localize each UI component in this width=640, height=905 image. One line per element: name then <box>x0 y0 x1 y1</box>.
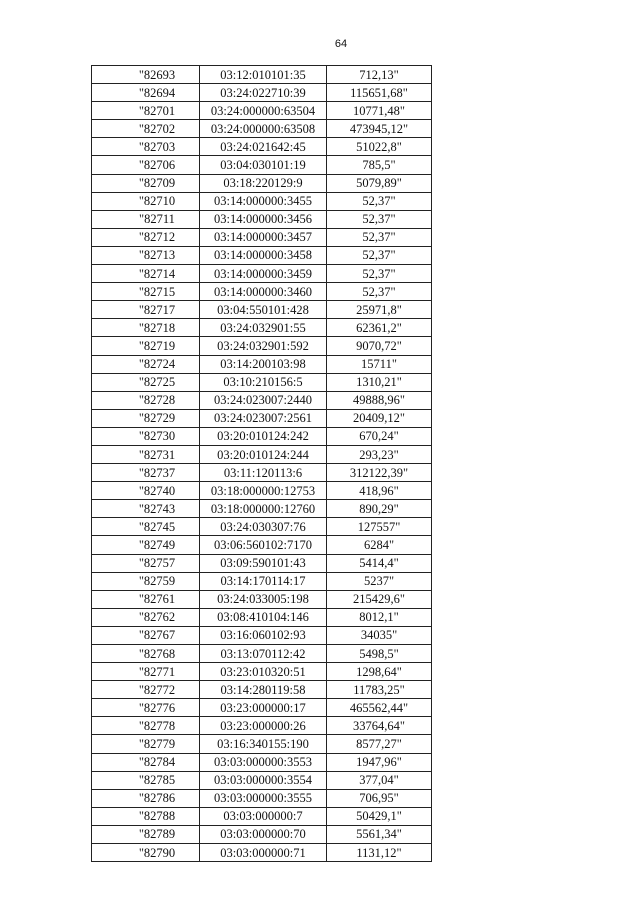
cadastral-number-cell: 03:09:590101:43 <box>200 554 327 572</box>
cadastral-number-cell: 03:20:010124:242 <box>200 427 327 445</box>
table-row <box>92 265 432 283</box>
cadastral-number-cell: 03:24:021642:45 <box>200 138 327 156</box>
cadastral-number-cell: 03:24:022710:39 <box>200 84 327 102</box>
table-row <box>92 301 432 319</box>
value-cell: 52,37" <box>327 210 432 228</box>
value-cell: 10771,48" <box>327 102 432 120</box>
cadastral-number-cell: 03:04:550101:428 <box>200 301 327 319</box>
value-cell: 11783,25" <box>327 681 432 699</box>
value-cell: 312122,39" <box>327 464 432 482</box>
record-number-cell: "82762 <box>92 608 200 626</box>
table-row <box>92 681 432 699</box>
table-row <box>92 735 432 753</box>
value-cell: 9070,72" <box>327 337 432 355</box>
cadastral-number-cell: 03:03:000000:3555 <box>200 789 327 807</box>
record-number-cell: "82784 <box>92 753 200 771</box>
table-row <box>92 572 432 590</box>
cadastral-number-cell: 03:11:120113:6 <box>200 464 327 482</box>
value-cell: 215429,6" <box>327 590 432 608</box>
table-row <box>92 554 432 572</box>
value-cell: 1310,21" <box>327 373 432 391</box>
value-cell: 52,37" <box>327 283 432 301</box>
record-number-cell: "82717 <box>92 301 200 319</box>
value-cell: 5237" <box>327 572 432 590</box>
cadastral-number-cell: 03:14:000000:3459 <box>200 265 327 283</box>
cadastral-number-cell: 03:24:000000:63508 <box>200 120 327 138</box>
value-cell: 293,23" <box>327 445 432 463</box>
value-cell: 50429,1" <box>327 807 432 825</box>
record-number-cell: "82711 <box>92 210 200 228</box>
cadastral-number-cell: 03:03:000000:7 <box>200 807 327 825</box>
value-cell: 712,13" <box>327 66 432 84</box>
table-row <box>92 120 432 138</box>
record-number-cell: "82718 <box>92 319 200 337</box>
record-number-cell: "82712 <box>92 228 200 246</box>
value-cell: 706,95" <box>327 789 432 807</box>
cadastral-number-cell: 03:24:032901:592 <box>200 337 327 355</box>
table-row <box>92 825 432 843</box>
record-number-cell: "82737 <box>92 464 200 482</box>
cadastral-number-cell: 03:03:000000:3553 <box>200 753 327 771</box>
table-row <box>92 771 432 789</box>
table-row <box>92 427 432 445</box>
record-number-cell: "82768 <box>92 645 200 663</box>
table-row <box>92 626 432 644</box>
table-row <box>92 355 432 373</box>
table-row <box>92 84 432 102</box>
table-row <box>92 464 432 482</box>
record-number-cell: "82719 <box>92 337 200 355</box>
record-number-cell: "82731 <box>92 445 200 463</box>
cadastral-number-cell: 03:14:200103:98 <box>200 355 327 373</box>
cadastral-number-cell: 03:24:000000:63504 <box>200 102 327 120</box>
cadastral-number-cell: 03:03:000000:3554 <box>200 771 327 789</box>
table-row <box>92 210 432 228</box>
table-row <box>92 500 432 518</box>
cadastral-number-cell: 03:12:010101:35 <box>200 66 327 84</box>
record-number-cell: "82771 <box>92 663 200 681</box>
table-row <box>92 663 432 681</box>
cadastral-number-cell: 03:08:410104:146 <box>200 608 327 626</box>
value-cell: 473945,12" <box>327 120 432 138</box>
record-number-cell: "82706 <box>92 156 200 174</box>
table-row <box>92 844 432 862</box>
value-cell: 62361,2" <box>327 319 432 337</box>
table-row <box>92 156 432 174</box>
table-row <box>92 138 432 156</box>
record-number-cell: "82745 <box>92 518 200 536</box>
record-number-cell: "82725 <box>92 373 200 391</box>
cadastral-number-cell: 03:18:220129:9 <box>200 174 327 192</box>
record-number-cell: "82757 <box>92 554 200 572</box>
record-number-cell: "82709 <box>92 174 200 192</box>
value-cell: 5561,34" <box>327 825 432 843</box>
record-number-cell: "82776 <box>92 699 200 717</box>
record-number-cell: "82743 <box>92 500 200 518</box>
record-number-cell: "82761 <box>92 590 200 608</box>
cadastral-number-cell: 03:24:033005:198 <box>200 590 327 608</box>
value-cell: 785,5" <box>327 156 432 174</box>
table-row <box>92 319 432 337</box>
cadastral-number-cell: 03:03:000000:71 <box>200 844 327 862</box>
record-number-cell: "82740 <box>92 482 200 500</box>
value-cell: 52,37" <box>327 192 432 210</box>
record-number-cell: "82713 <box>92 246 200 264</box>
cadastral-number-cell: 03:24:030307:76 <box>200 518 327 536</box>
table-row <box>92 536 432 554</box>
record-number-cell: "82701 <box>92 102 200 120</box>
record-number-cell: "82778 <box>92 717 200 735</box>
cadastral-number-cell: 03:24:023007:2440 <box>200 391 327 409</box>
cadastral-number-cell: 03:16:060102:93 <box>200 626 327 644</box>
record-number-cell: "82749 <box>92 536 200 554</box>
cadastral-number-cell: 03:24:023007:2561 <box>200 409 327 427</box>
cadastral-number-cell: 03:14:000000:3455 <box>200 192 327 210</box>
value-cell: 34035" <box>327 626 432 644</box>
cadastral-number-cell: 03:18:000000:12760 <box>200 500 327 518</box>
cadastral-number-cell: 03:10:210156:5 <box>200 373 327 391</box>
table-row <box>92 645 432 663</box>
value-cell: 127557" <box>327 518 432 536</box>
table-row <box>92 590 432 608</box>
table-row <box>92 482 432 500</box>
record-number-cell: "82730 <box>92 427 200 445</box>
table-row <box>92 246 432 264</box>
value-cell: 15711" <box>327 355 432 373</box>
cadastral-number-cell: 03:16:340155:190 <box>200 735 327 753</box>
record-number-cell: "82759 <box>92 572 200 590</box>
records-table-body <box>92 66 432 862</box>
table-row <box>92 283 432 301</box>
record-number-cell: "82702 <box>92 120 200 138</box>
value-cell: 377,04" <box>327 771 432 789</box>
record-number-cell: "82788 <box>92 807 200 825</box>
table-row <box>92 807 432 825</box>
value-cell: 49888,96" <box>327 391 432 409</box>
value-cell: 51022,8" <box>327 138 432 156</box>
cadastral-number-cell: 03:06:560102:7170 <box>200 536 327 554</box>
record-number-cell: "82767 <box>92 626 200 644</box>
record-number-cell: "82694 <box>92 84 200 102</box>
table-row <box>92 409 432 427</box>
value-cell: 5414,4" <box>327 554 432 572</box>
record-number-cell: "82729 <box>92 409 200 427</box>
table-row <box>92 337 432 355</box>
record-number-cell: "82772 <box>92 681 200 699</box>
value-cell: 5498,5" <box>327 645 432 663</box>
value-cell: 6284" <box>327 536 432 554</box>
record-number-cell: "82715 <box>92 283 200 301</box>
record-number-cell: "82785 <box>92 771 200 789</box>
record-number-cell: "82779 <box>92 735 200 753</box>
record-number-cell: "82789 <box>92 825 200 843</box>
value-cell: 8012,1" <box>327 608 432 626</box>
cadastral-number-cell: 03:23:000000:17 <box>200 699 327 717</box>
table-row <box>92 518 432 536</box>
table-row <box>92 174 432 192</box>
value-cell: 1298,64" <box>327 663 432 681</box>
value-cell: 465562,44" <box>327 699 432 717</box>
record-number-cell: "82786 <box>92 789 200 807</box>
cadastral-number-cell: 03:14:000000:3458 <box>200 246 327 264</box>
table-row <box>92 789 432 807</box>
cadastral-number-cell: 03:03:000000:70 <box>200 825 327 843</box>
value-cell: 670,24" <box>327 427 432 445</box>
record-number-cell: "82790 <box>92 844 200 862</box>
cadastral-number-cell: 03:20:010124:244 <box>200 445 327 463</box>
table-row <box>92 66 432 84</box>
value-cell: 115651,68" <box>327 84 432 102</box>
table-row <box>92 102 432 120</box>
table-row <box>92 391 432 409</box>
record-number-cell: "82693 <box>92 66 200 84</box>
value-cell: 5079,89" <box>327 174 432 192</box>
cadastral-number-cell: 03:14:000000:3460 <box>200 283 327 301</box>
page-number: 64 <box>334 38 348 50</box>
table-row <box>92 228 432 246</box>
value-cell: 418,96" <box>327 482 432 500</box>
value-cell: 1947,96" <box>327 753 432 771</box>
cadastral-number-cell: 03:23:000000:26 <box>200 717 327 735</box>
record-number-cell: "82703 <box>92 138 200 156</box>
cadastral-number-cell: 03:14:170114:17 <box>200 572 327 590</box>
record-number-cell: "82724 <box>92 355 200 373</box>
value-cell: 8577,27" <box>327 735 432 753</box>
record-number-cell: "82710 <box>92 192 200 210</box>
value-cell: 33764,64" <box>327 717 432 735</box>
cadastral-number-cell: 03:14:280119:58 <box>200 681 327 699</box>
record-number-cell: "82714 <box>92 265 200 283</box>
record-number-cell: "82728 <box>92 391 200 409</box>
value-cell: 52,37" <box>327 228 432 246</box>
value-cell: 52,37" <box>327 265 432 283</box>
cadastral-number-cell: 03:04:030101:19 <box>200 156 327 174</box>
table-row <box>92 608 432 626</box>
value-cell: 1131,12" <box>327 844 432 862</box>
table-row <box>92 192 432 210</box>
cadastral-number-cell: 03:24:032901:55 <box>200 319 327 337</box>
table-row <box>92 753 432 771</box>
value-cell: 890,29" <box>327 500 432 518</box>
cadastral-number-cell: 03:18:000000:12753 <box>200 482 327 500</box>
cadastral-number-cell: 03:23:010320:51 <box>200 663 327 681</box>
cadastral-number-cell: 03:13:070112:42 <box>200 645 327 663</box>
value-cell: 25971,8" <box>327 301 432 319</box>
table-row <box>92 373 432 391</box>
records-table <box>91 65 432 862</box>
table-row <box>92 699 432 717</box>
value-cell: 52,37" <box>327 246 432 264</box>
table-row <box>92 717 432 735</box>
value-cell: 20409,12" <box>327 409 432 427</box>
cadastral-number-cell: 03:14:000000:3456 <box>200 210 327 228</box>
cadastral-number-cell: 03:14:000000:3457 <box>200 228 327 246</box>
table-row <box>92 445 432 463</box>
